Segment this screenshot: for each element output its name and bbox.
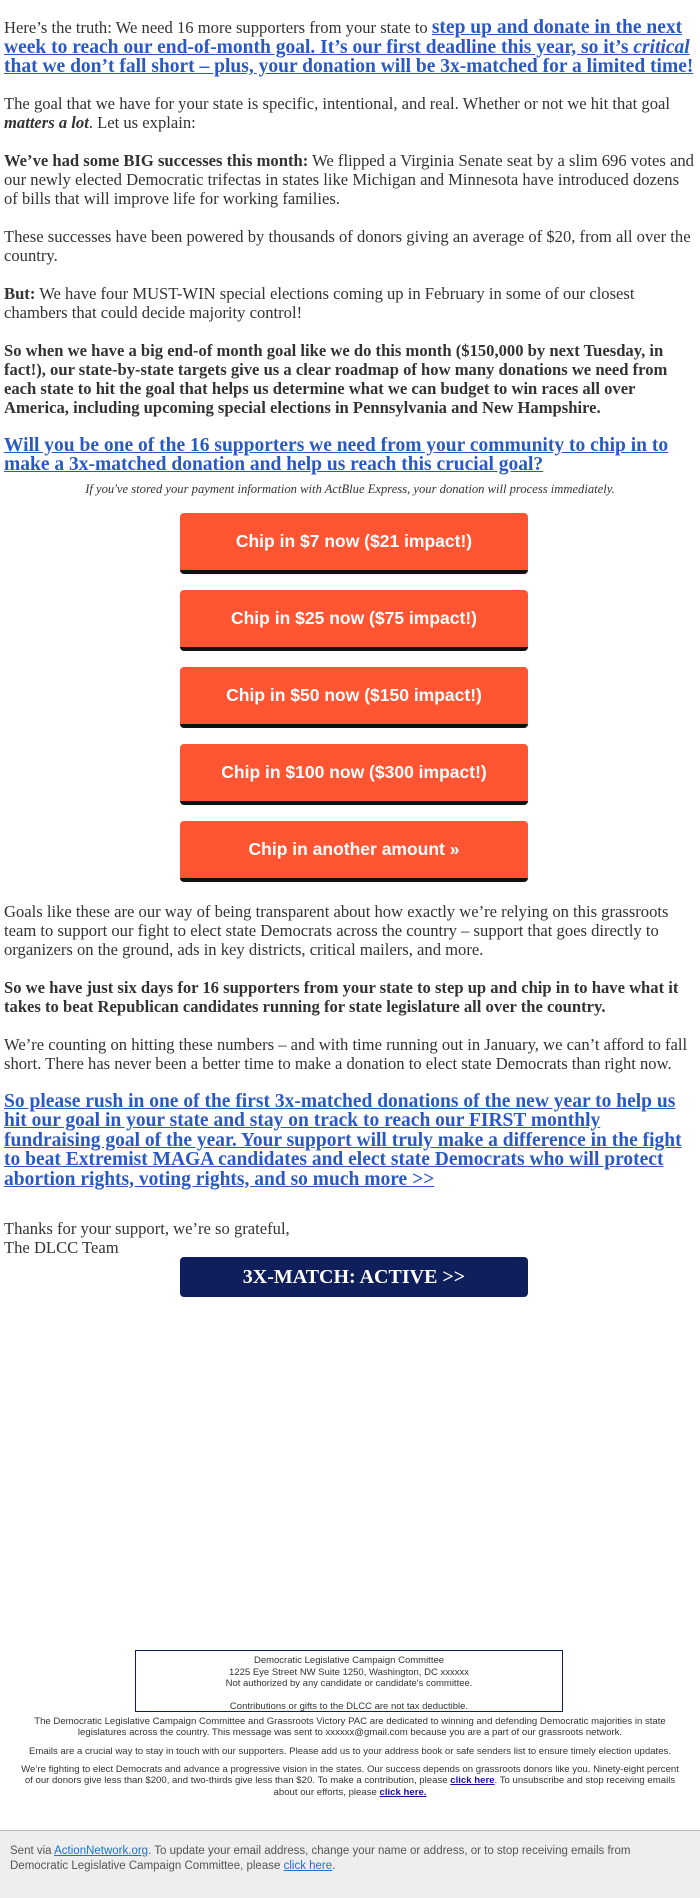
six-days-paragraph: So we have just six days for 16 supporters from your state to step up and chip in to have what it takes to beat Republican candidates running for state legislature all over the country. <box>4 977 679 1016</box>
intro-paragraph <box>4 18 696 77</box>
question-donate-link[interactable]: Will you be one of the 16 supporters we need from your community to chip in to make a 3x-matched donation and help us reach this crucial goal? <box>4 434 669 475</box>
footer-fighting-text: We’re fighting to elect Democrats and advance a progressive vision in the states. Our success depends on grassroots donors like you. Ninety-eight percent of our donors give less than $200, and two-thirds give less than $20. To make a contribution, please click here. To unsubscribe and stop receiving emails about our efforts, please click here. <box>21 1764 679 1798</box>
signoff-line-2: The DLCC Team <box>4 1238 119 1257</box>
footer-dedicated-text: The Democratic Legislative Campaign Committee and Grassroots Victory PAC are dedicated to winning and defending Democratic majorities in state legislatures across the country. This message was sent to xxxxxx@gmail.com because you are a part of our grassroots network. <box>34 1716 666 1739</box>
sent-via-bar: Sent via ActionNetwork.org. To update your email address, change your name or address, or to stop receiving emails from Democratic Legislative Campaign Committee, please click here. <box>0 1830 700 1898</box>
counting-paragraph: We’re counting on hitting these numbers – and with time running out in January, we can’t afford to fall short. There has never been a better time to make a donation to elect state Democrats than right now. <box>4 1034 688 1073</box>
footer-emails-text: Emails are a crucial way to stay in touch with our supporters. Please add us to your address book or safe senders list to ensure timely election updates. <box>28 1746 672 1757</box>
donate-100-button[interactable]: Chip in $100 now ($300 impact!) <box>180 744 528 805</box>
goal-bold-paragraph: So when we have a big end-of month goal like we do this month ($150,000 by next Tuesday, in fact!), our state-by-state targets give us a clear roadmap of how many donations we need from each state to hit the goal that helps us determine what we can budget to win races all over America, including upcoming special elections in Pennsylvania and New Hampshire. <box>4 340 668 417</box>
goal-paragraph: The goal that we have for your state is specific, intentional, and real. Whether or not we hit that goal matters a lot. Let us explain: <box>4 93 670 132</box>
intro-donate-link[interactable]: step up and donate in the next week to reach our end-of-month goal. It’s our first deadline this year, so it’s critical that we don’t fall short – plus, your donation will be 3x-matched for a limited time! <box>4 17 694 77</box>
donate-25-button[interactable]: Chip in $25 now ($75 impact!) <box>180 590 528 651</box>
donate-50-button[interactable]: Chip in $50 now ($150 impact!) <box>180 667 528 728</box>
footer-authorization: Not authorized by any candidate or candidate's committee. <box>225 1678 473 1689</box>
contribute-click-here-link[interactable]: click here <box>450 1775 495 1787</box>
donors-paragraph: These successes have been powered by thousands of donors giving an average of $20, from all over the country. <box>4 226 691 265</box>
donate-other-amount-button[interactable]: Chip in another amount » <box>180 821 528 882</box>
intro-text: Here’s the truth: We need 16 more supporters from your state to <box>4 18 432 37</box>
signoff <box>4 1219 696 1257</box>
footer-address: 1225 Eye Street NW Suite 1250, Washington, DC xxxxxx <box>229 1666 469 1678</box>
footer-tax-note: Contributions or gifts to the DLCC are not tax deductible. <box>229 1700 469 1712</box>
signoff-line-1: Thanks for your support, we’re so grateful, <box>4 1219 290 1238</box>
rush-donate-link[interactable]: So please rush in one of the first 3x-matched donations of the new year to help us hit our goal in your state and stay on track to reach our FIRST monthly fundraising goal of the year. Your support will truly make a difference in the fight to beat Extremist MAGA candidates and elect state Democrats who will protect abortion rights, voting rights, and so much more >> <box>4 1090 682 1190</box>
footer-org-name: Democratic Legislative Campaign Committee <box>253 1655 445 1666</box>
footer-disclaimer-box <box>135 1650 563 1712</box>
goal-emphasis: matters a lot <box>4 112 89 132</box>
transparent-paragraph: Goals like these are our way of being transparent about how exactly we’re relying on this grassroots team to support our fight to elect state Democrats across the country – support that goes directly to organizers on the ground, ads in key districts, critical mailers, and more. <box>4 901 669 959</box>
donate-7-button[interactable]: Chip in $7 now ($21 impact!) <box>180 513 528 574</box>
successes-paragraph: We’ve had some BIG successes this month: We flipped a Virginia Senate seat by a slim 696 votes and our newly elected Democratic trifectas in states like Michigan and Minnesota have introduced dozens of bills that will improve life for working families. <box>4 150 694 208</box>
actblue-note: If you've stored your payment information with ActBlue Express, your donation will process immediately. <box>85 481 615 496</box>
but-paragraph: But: We have four MUST-WIN special elections coming up in February in some of our closest chambers that could decide majority control! <box>4 283 635 322</box>
match-active-button[interactable]: 3X-MATCH: ACTIVE >> <box>180 1257 528 1297</box>
unsubscribe-click-here-link[interactable]: click here. <box>379 1786 427 1798</box>
actionnetwork-link[interactable]: ActionNetwork.org <box>54 1845 149 1857</box>
update-email-click-here-link[interactable]: click here <box>283 1860 333 1872</box>
